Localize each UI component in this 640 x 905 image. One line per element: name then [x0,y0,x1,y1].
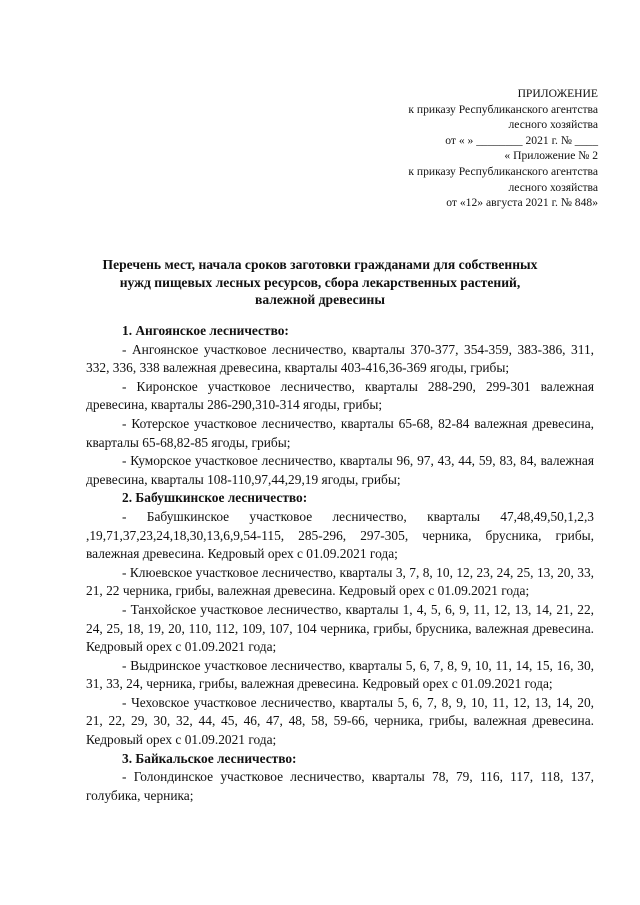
list-item: - Куморское участковое лесничество, кварталы 96, 97, 43, 44, 59, 83, 84, валежная древесина, кварталы 108-110,97,44,29,19 ягоды, грибы; [86,453,594,487]
list-item: - Киронское участковое лесничество, кварталы 288-290, 299-301 валежная древесина, кварталы 286-290,310-314 ягоды, грибы; [86,378,594,413]
list-item: - Котерское участковое лесничество, кварталы 65-68, 82-84 валежная древесина, кварталы 65-68,82-85 ягоды, грибы; [86,415,594,450]
list-item: - Клюевское участковое лесничество, кварталы 3, 7, 8, 10, 12, 23, 24, 25, 13, 20, 33, 21, 22 черника, грибы, валежная древесина. Кедровый орех с 01.09.2021 года; [86,564,594,599]
header-line: к приказу Республиканского агентства [408,102,598,116]
list-item: - Выдринское участковое лесничество, кварталы 5, 6, 7, 8, 9, 10, 11, 14, 15, 16, 30, 31, 33, 24, черника, грибы, валежная древесина. Кедровый орех с 01.09.2021 года; [86,657,594,692]
header-line: от «12» августа 2021 г. № 848» [446,196,598,210]
header-line: лесного хозяйства [508,180,598,194]
section-heading: 3. Байкальское лесничество: [122,750,297,766]
header-line: « Приложение № 2 [504,149,598,163]
title-line: нужд пищевых лесных ресурсов, сбора лекарственных растений, [119,274,521,290]
header-line: от « » ________ 2021 г. № ____ [445,133,598,147]
section-heading: 1. Ангоянское лесничество: [122,323,289,338]
header-line: лесного хозяйства [508,118,598,132]
list-item: - Голондинское участковое лесничество, кварталы 78, 79, 116, 117, 118, 137, голубика, черника; [86,769,594,803]
document-title [70,256,570,309]
appendix-header [338,86,598,211]
document-body [86,322,594,805]
list-item: - Чеховское участковое лесничество, кварталы 5, 6, 7, 8, 9, 10, 11, 12, 13, 14, 20, 21, 22, 29, 30, 32, 44, 45, 46, 47, 48, 58, 59-66, черника, грибы, валежная древесина. Кедровый орех с 01.09.2021 года; [86,694,594,748]
section-heading: 2. Бабушкинское лесничество: [122,490,308,506]
title-line: валежной древесины [255,292,385,308]
list-item: - Бабушкинское участковое лесничество, кварталы 47,48,49,50,1,2,3 ,19,71,37,23,24,18,30,13,6,9,54-115, 285-296, 297-305, черника, брусника, грибы, валежная древесина. Кедровый орех с 01.09.2021 года; [86,508,594,562]
header-line: ПРИЛОЖЕНИЕ [517,87,598,100]
header-line: к приказу Республиканского агентства [408,164,598,178]
title-line: Перечень мест, начала сроков заготовки гражданами для собственных [102,257,538,272]
list-item: - Ангоянское участковое лесничество, кварталы 370-377, 354-359, 383-386, 311, 332, 336, 338 валежная древесина, кварталы 403-416,36-369 ягоды, грибы; [86,341,594,376]
list-item: - Танхойское участковое лесничество, кварталы 1, 4, 5, 6, 9, 11, 12, 13, 14, 21, 22, 24, 25, 18, 19, 20, 110, 112, 109, 107, 104 черника, грибы, брусника, валежная древесина. Кедровый орех с 01.09.2021 года; [86,601,594,655]
